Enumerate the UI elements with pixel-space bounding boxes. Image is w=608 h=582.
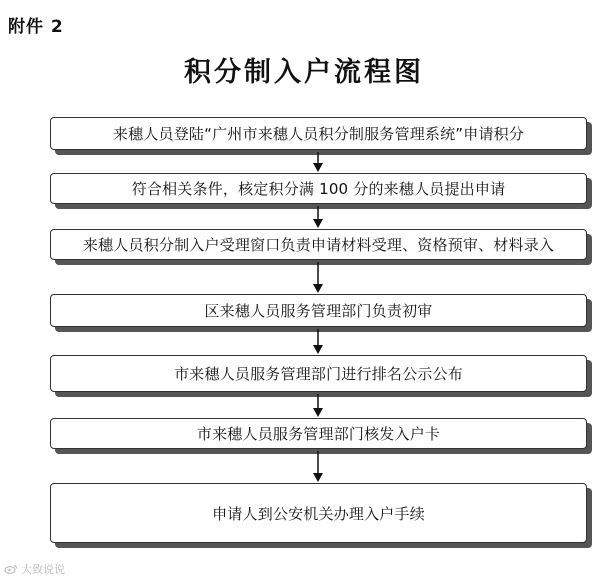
page-title: 积分制入户流程图	[184, 57, 424, 88]
flow-step-6: 市来穗人员服务管理部门核发入户卡	[50, 418, 587, 449]
arrow-3-to-4	[313, 262, 323, 293]
watermark-text: 大致说说	[21, 563, 65, 576]
watermark	[4, 561, 65, 577]
arrow-1-to-2	[313, 152, 323, 172]
arrow-4-to-5	[313, 329, 323, 354]
flow-step-2: 符合相关条件，核定积分满 100 分的来穗人员提出申请	[50, 173, 587, 204]
arrow-6-to-7	[313, 451, 323, 482]
flow-step-5: 市来穗人员服务管理部门进行排名公示公布	[50, 355, 587, 392]
arrow-5-to-6	[313, 394, 323, 417]
flow-step-3: 来穗人员积分制入户受理窗口负责申请材料受理、资格预审、材料录入	[50, 229, 587, 260]
flow-step-4: 区来穗人员服务管理部门负责初审	[50, 294, 587, 327]
flow-step-1: 来穗人员登陆“广州市来穗人员积分制服务管理系统”申请积分	[50, 117, 587, 150]
attachment-label: 附件 2	[8, 17, 64, 37]
weibo-icon	[4, 564, 18, 574]
arrow-2-to-3	[313, 206, 323, 228]
flow-step-7: 申请人到公安机关办理入户手续	[50, 483, 587, 543]
